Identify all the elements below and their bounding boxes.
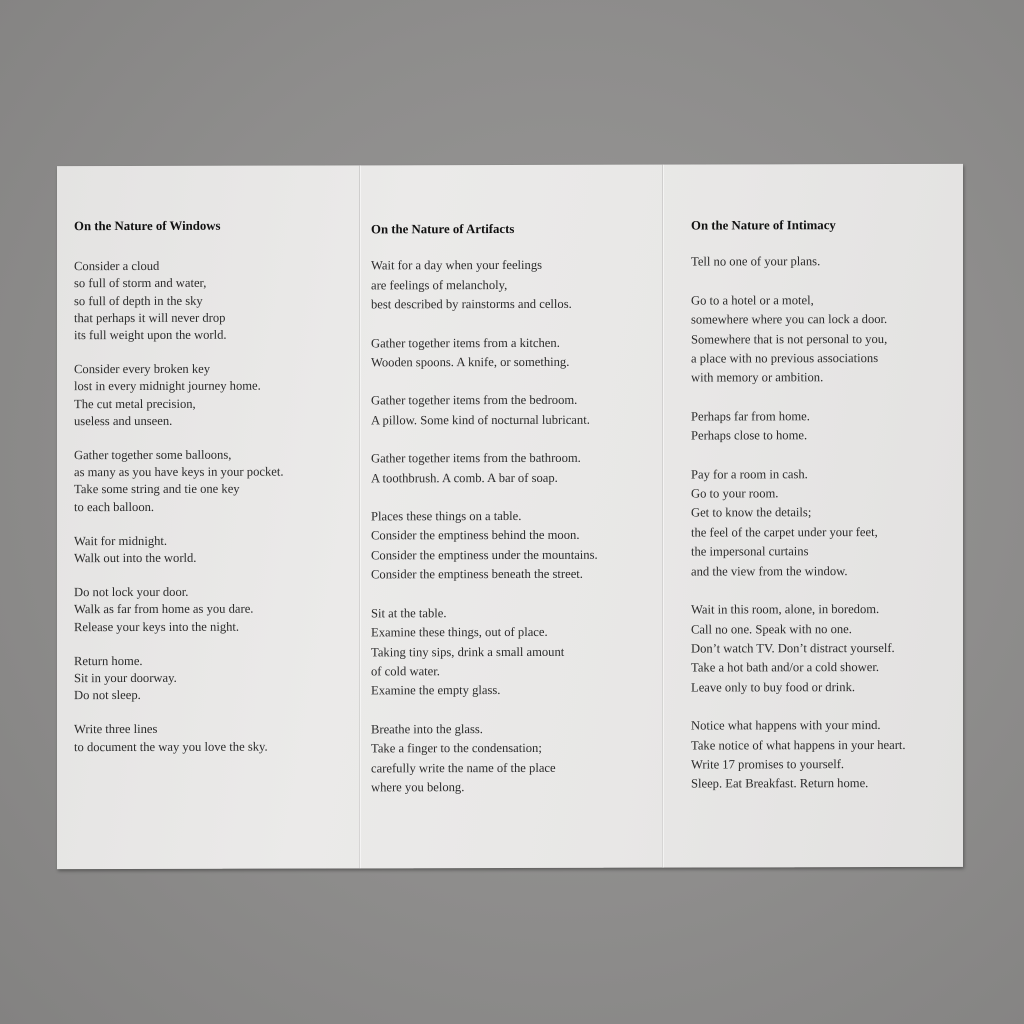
poem-line: useless and unseen. — [74, 413, 173, 428]
poem-line: Consider a cloud — [74, 259, 160, 274]
stanza — [691, 252, 956, 272]
fold-crease-right — [662, 165, 663, 868]
poem-line: A toothbrush. A comb. A bar of soap. — [371, 470, 558, 486]
stanza — [371, 449, 656, 489]
poem-line: Write 17 promises to yourself. — [691, 757, 845, 772]
poem-line: Sit at the table. — [371, 605, 447, 621]
stanza — [74, 446, 354, 516]
poem-line: and the view from the window. — [691, 563, 848, 579]
stanza — [691, 407, 956, 447]
poem-line: with memory or ambition. — [691, 370, 824, 385]
poem-line: Consider the emptiness beneath the street. — [371, 567, 583, 582]
panel-intimacy — [691, 216, 956, 813]
poem-line: Release your keys into the night. — [74, 619, 240, 634]
poem-line: so full of storm and water, — [74, 276, 207, 291]
poem-line: Don’t watch TV. Don’t distract yourself. — [691, 640, 895, 656]
poem-line: Go to a hotel or a motel, — [691, 293, 814, 308]
stanza — [691, 716, 956, 794]
poem-line: Wait for midnight. — [74, 533, 168, 548]
stanza — [74, 584, 354, 636]
stanza — [74, 361, 354, 431]
poem-line: Wait for a day when your feelings — [371, 258, 543, 273]
stanza — [74, 721, 354, 756]
poem-line: Write three lines — [74, 722, 158, 737]
poem-line: Places these things on a table. — [371, 509, 522, 524]
poem-line: Taking tiny sips, drink a small amount — [371, 644, 565, 659]
stanza — [74, 258, 354, 345]
poem-line: somewhere where you can lock a door. — [691, 312, 888, 327]
poem-line: Perhaps close to home. — [691, 428, 808, 443]
panel-artifacts — [371, 220, 656, 817]
trifold-brochure — [57, 164, 963, 869]
poem-line: Gather together some balloons, — [74, 447, 232, 463]
poem-line: Do not lock your door. — [74, 585, 189, 600]
stanza — [371, 507, 656, 585]
poem-line: Gather together items from the bathroom. — [371, 451, 581, 466]
poem-line: Tell no one of your plans. — [691, 254, 821, 269]
poem-line: Breathe into the glass. — [371, 721, 483, 737]
poem-line: are feelings of melancholy, — [371, 277, 508, 293]
poem-line: Consider the emptiness behind the moon. — [371, 528, 580, 543]
poem-line: Sleep. Eat Breakfast. Return home. — [691, 776, 869, 791]
poem-line: Perhaps far from home. — [691, 409, 810, 424]
poem-line: The cut metal precision, — [74, 396, 196, 411]
poem-line: Notice what happens with your mind. — [691, 718, 881, 733]
poem-line: a place with no previous associations — [691, 351, 879, 366]
poem-line: Somewhere that is not personal to you, — [691, 331, 888, 347]
panel-windows — [74, 217, 354, 773]
poem-line: Take some string and tie one key — [74, 482, 240, 497]
poem-line: A pillow. Some kind of nocturnal lubricant. — [371, 412, 590, 428]
stanza — [371, 256, 656, 315]
poem-line: Do not sleep. — [74, 688, 141, 703]
poem-title: On the Nature of Intimacy — [691, 218, 836, 233]
poem-line: as many as you have keys in your pocket. — [74, 464, 284, 480]
poem-line: Pay for a room in cash. — [691, 466, 808, 482]
stanza — [691, 464, 956, 581]
poem-line: lost in every midnight journey home. — [74, 379, 261, 394]
poem-line: Examine the empty glass. — [371, 683, 501, 698]
poem-line: Gather together items from a kitchen. — [371, 335, 560, 350]
stanza — [371, 333, 656, 373]
poem-line: Leave only to buy food or drink. — [691, 679, 856, 695]
stanza — [371, 603, 656, 701]
stanza — [371, 719, 656, 797]
poem-line: Consider every broken key — [74, 362, 211, 377]
poem-title: On the Nature of Artifacts — [371, 221, 515, 237]
poem-line: Walk as far from home as you dare. — [74, 602, 254, 617]
poem-line: that perhaps it will never drop — [74, 310, 226, 325]
stanza — [691, 291, 956, 389]
poem-line: the impersonal curtains — [691, 544, 809, 559]
poem-line: Sit in your doorway. — [74, 670, 177, 686]
poem-line: Get to know the details; — [691, 505, 812, 520]
poem-line: Walk out into the world. — [74, 550, 197, 566]
stanza — [74, 532, 354, 567]
poem-line: Take notice of what happens in your heart. — [691, 737, 906, 753]
stanza — [371, 391, 656, 431]
poem-line: Go to your room. — [691, 486, 779, 501]
poem-line: Examine these things, out of place. — [371, 624, 548, 640]
poem-line: Return home. — [74, 653, 143, 669]
poem-line: so full of depth in the sky — [74, 293, 203, 308]
poem-line: to each balloon. — [74, 499, 155, 514]
poem-line: Call no one. Speak with no one. — [691, 621, 852, 637]
stanza — [691, 600, 956, 698]
poem-line: Gather together items from the bedroom. — [371, 393, 578, 408]
poem-line: where you belong. — [371, 780, 465, 795]
poem-line: to document the way you love the sky. — [74, 739, 268, 754]
fold-crease-left — [359, 165, 360, 868]
poem-line: Wait in this room, alone, in boredom. — [691, 602, 880, 617]
poem-line: the feel of the carpet under your feet, — [691, 524, 878, 540]
poem-line: Take a hot bath and/or a cold shower. — [691, 660, 879, 675]
stanza — [74, 652, 354, 704]
poem-line: its full weight upon the world. — [74, 327, 227, 343]
poem-title: On the Nature of Windows — [74, 218, 221, 234]
poem-line: Take a finger to the condensation; — [371, 741, 542, 756]
poem-line: carefully write the name of the place — [371, 760, 556, 775]
poem-line: Consider the emptiness under the mountains. — [371, 547, 598, 563]
poem-line: of cold water. — [371, 664, 440, 679]
poem-line: best described by rainstorms and cellos. — [371, 297, 572, 312]
poem-line: Wooden spoons. A knife, or something. — [371, 354, 570, 370]
